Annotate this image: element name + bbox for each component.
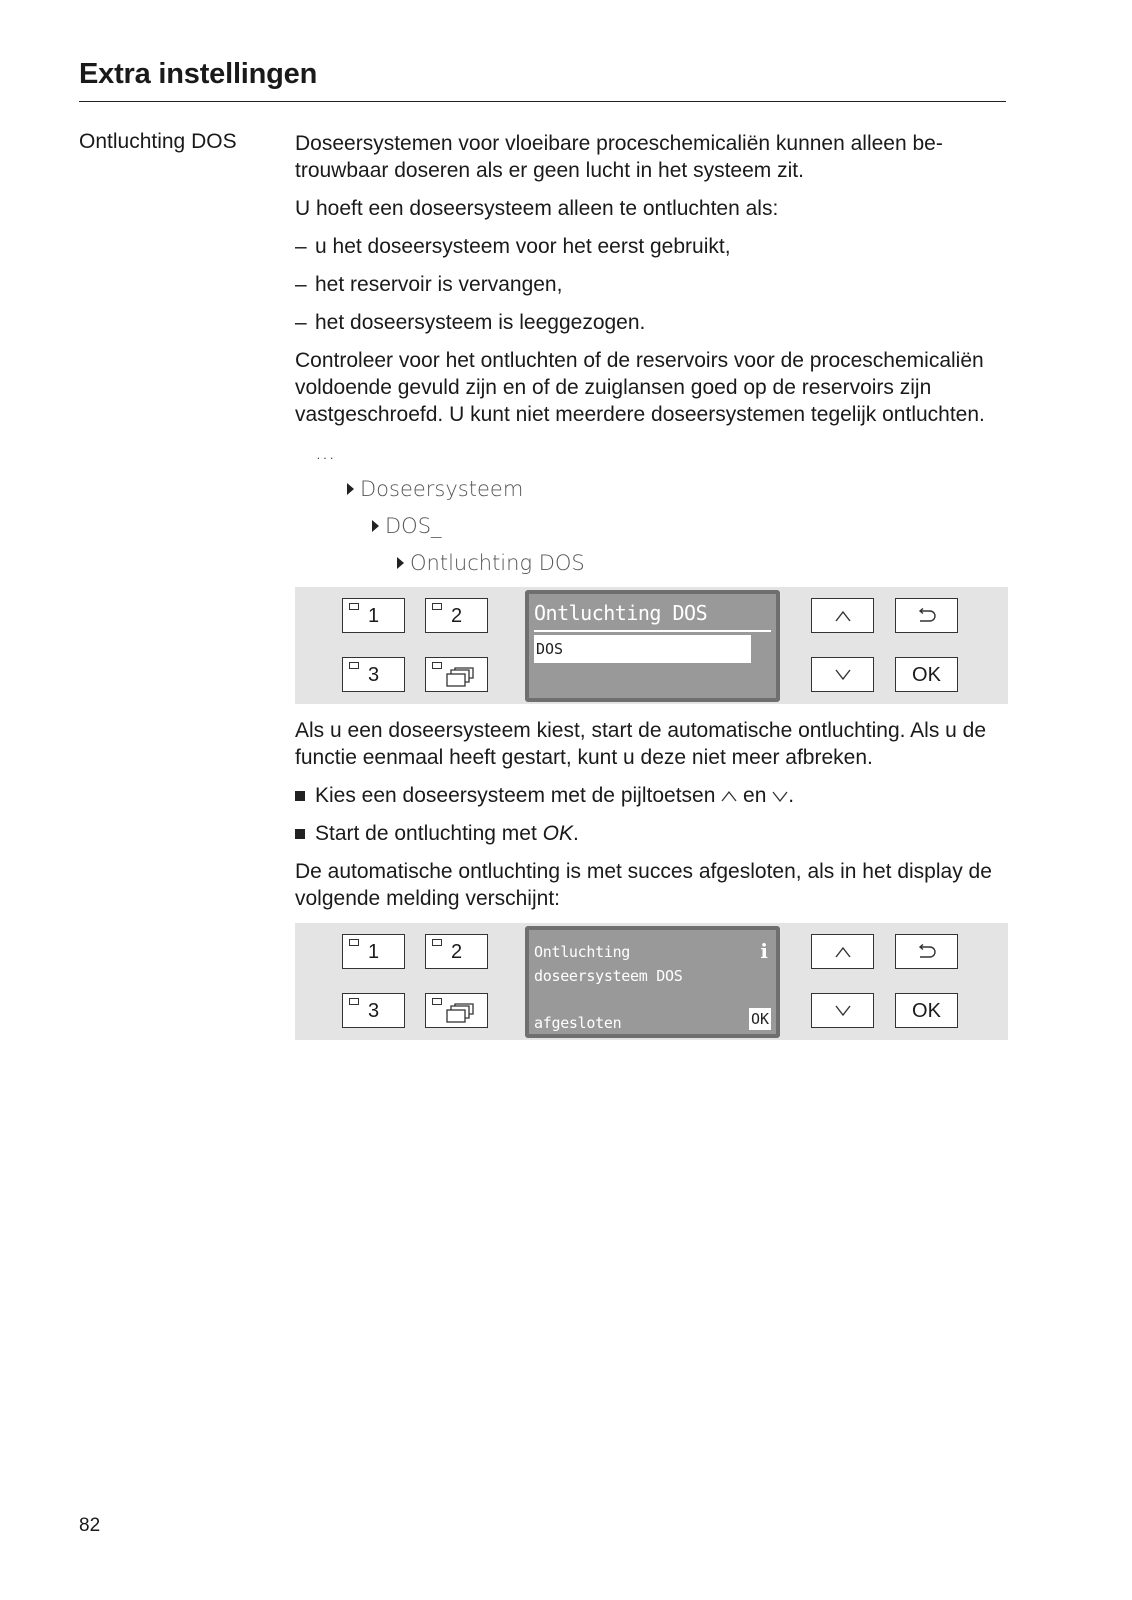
bullet-square-icon bbox=[295, 829, 305, 839]
led-indicator bbox=[349, 939, 359, 946]
bullet-square-icon bbox=[295, 791, 305, 801]
down-arrow-icon bbox=[834, 1004, 852, 1018]
conditions-intro: U hoeft een doseersysteem alleen te ontluchten als: bbox=[295, 197, 779, 220]
up-arrow-icon bbox=[834, 945, 852, 959]
step-item: Start de ontluchting met OK. bbox=[295, 820, 1007, 847]
up-arrow-icon bbox=[721, 790, 737, 802]
up-button[interactable] bbox=[811, 934, 874, 969]
key-2-button[interactable]: 2 bbox=[425, 598, 488, 633]
success-paragraph: De automatische ontluchting is met succes afgesloten, als in het display de volgende melding verschijnt: bbox=[295, 860, 992, 910]
menu-level-1: Doseersysteem bbox=[295, 476, 1007, 503]
display-line-2: doseersysteem DOS bbox=[534, 967, 683, 985]
condition-item: – het doseersysteem is leeggezogen. bbox=[295, 311, 646, 334]
back-arrow-icon bbox=[915, 608, 939, 624]
triangle-right-icon bbox=[397, 557, 404, 569]
led-indicator bbox=[432, 603, 442, 610]
up-arrow-icon bbox=[834, 609, 852, 623]
program-overview-button[interactable] bbox=[425, 657, 488, 692]
key-3-button[interactable]: 3 bbox=[342, 657, 405, 692]
control-panel-confirmation bbox=[295, 923, 1008, 1040]
back-button[interactable] bbox=[895, 934, 958, 969]
key-1-button[interactable]: 1 bbox=[342, 598, 405, 633]
condition-item: – u het doseersysteem voor het eerst gebruikt, bbox=[295, 235, 731, 258]
key-2-button[interactable]: 2 bbox=[425, 934, 488, 969]
led-indicator bbox=[349, 662, 359, 669]
down-button[interactable] bbox=[811, 993, 874, 1028]
intro-paragraph: Doseersystemen voor vloeibare proceschemicaliën kunnen alleen betrouwbaar doseren als er geen lucht in het systeem zit. bbox=[295, 132, 943, 182]
triangle-right-icon bbox=[372, 520, 379, 532]
condition-item: – het reservoir is vervangen, bbox=[295, 273, 563, 296]
display-ok-indicator: OK bbox=[750, 1010, 769, 1028]
display-line-3: afgesloten bbox=[534, 1014, 622, 1032]
ok-button[interactable]: OK bbox=[895, 993, 958, 1028]
back-button[interactable] bbox=[895, 598, 958, 633]
led-indicator bbox=[432, 662, 442, 669]
led-indicator bbox=[349, 603, 359, 610]
page-title: Extra instellingen bbox=[79, 58, 318, 90]
down-arrow-icon bbox=[834, 668, 852, 682]
page-number: 82 bbox=[79, 1515, 101, 1536]
led-indicator bbox=[349, 998, 359, 1005]
led-indicator bbox=[432, 939, 442, 946]
display-line-1: Ontluchting bbox=[534, 943, 631, 961]
multi-window-icon bbox=[446, 1003, 476, 1023]
key-3-button[interactable]: 3 bbox=[342, 993, 405, 1028]
check-paragraph: Controleer voor het ontluchten of de reservoirs voor de proceschemicaliën voldoende gevuld zijn en of de zuiglansen goed op de reservoirs zijn vastgeschroefd. U kunt niet meerdere doseersystemen tegelijk ontluchten. bbox=[295, 349, 985, 426]
back-arrow-icon bbox=[915, 944, 939, 960]
section-label: Ontluchting DOS bbox=[79, 130, 237, 153]
start-paragraph: Als u een doseersysteem kiest, start de automatische ontluchting. Als u de functie eenmaal heeft gestart, kunt u deze niet meer afbreken. bbox=[295, 719, 987, 769]
display-title: Ontluchting DOS bbox=[534, 601, 708, 625]
program-overview-button[interactable] bbox=[425, 993, 488, 1028]
down-button[interactable] bbox=[811, 657, 874, 692]
display-divider bbox=[534, 630, 771, 632]
lcd-display bbox=[525, 590, 780, 702]
key-1-button[interactable]: 1 bbox=[342, 934, 405, 969]
multi-window-icon bbox=[446, 667, 476, 687]
up-button[interactable] bbox=[811, 598, 874, 633]
led-indicator bbox=[432, 998, 442, 1005]
control-panel-menu bbox=[295, 587, 1008, 704]
title-divider bbox=[79, 101, 1006, 102]
menu-level-3: Ontluchting DOS bbox=[295, 550, 1007, 577]
triangle-right-icon bbox=[347, 483, 354, 495]
info-icon: i bbox=[760, 939, 768, 963]
menu-level-2: DOS_ bbox=[295, 513, 1007, 540]
step-item: Kies een doseersysteem met de pijltoetsen en . bbox=[295, 782, 1007, 809]
main-content bbox=[295, 130, 1007, 1053]
lcd-display bbox=[525, 926, 780, 1038]
menu-path bbox=[295, 439, 1007, 577]
display-selected-item: DOS bbox=[534, 635, 751, 663]
menu-ellipsis: ... bbox=[315, 440, 336, 464]
ok-button[interactable]: OK bbox=[895, 657, 958, 692]
down-arrow-icon bbox=[772, 790, 788, 802]
